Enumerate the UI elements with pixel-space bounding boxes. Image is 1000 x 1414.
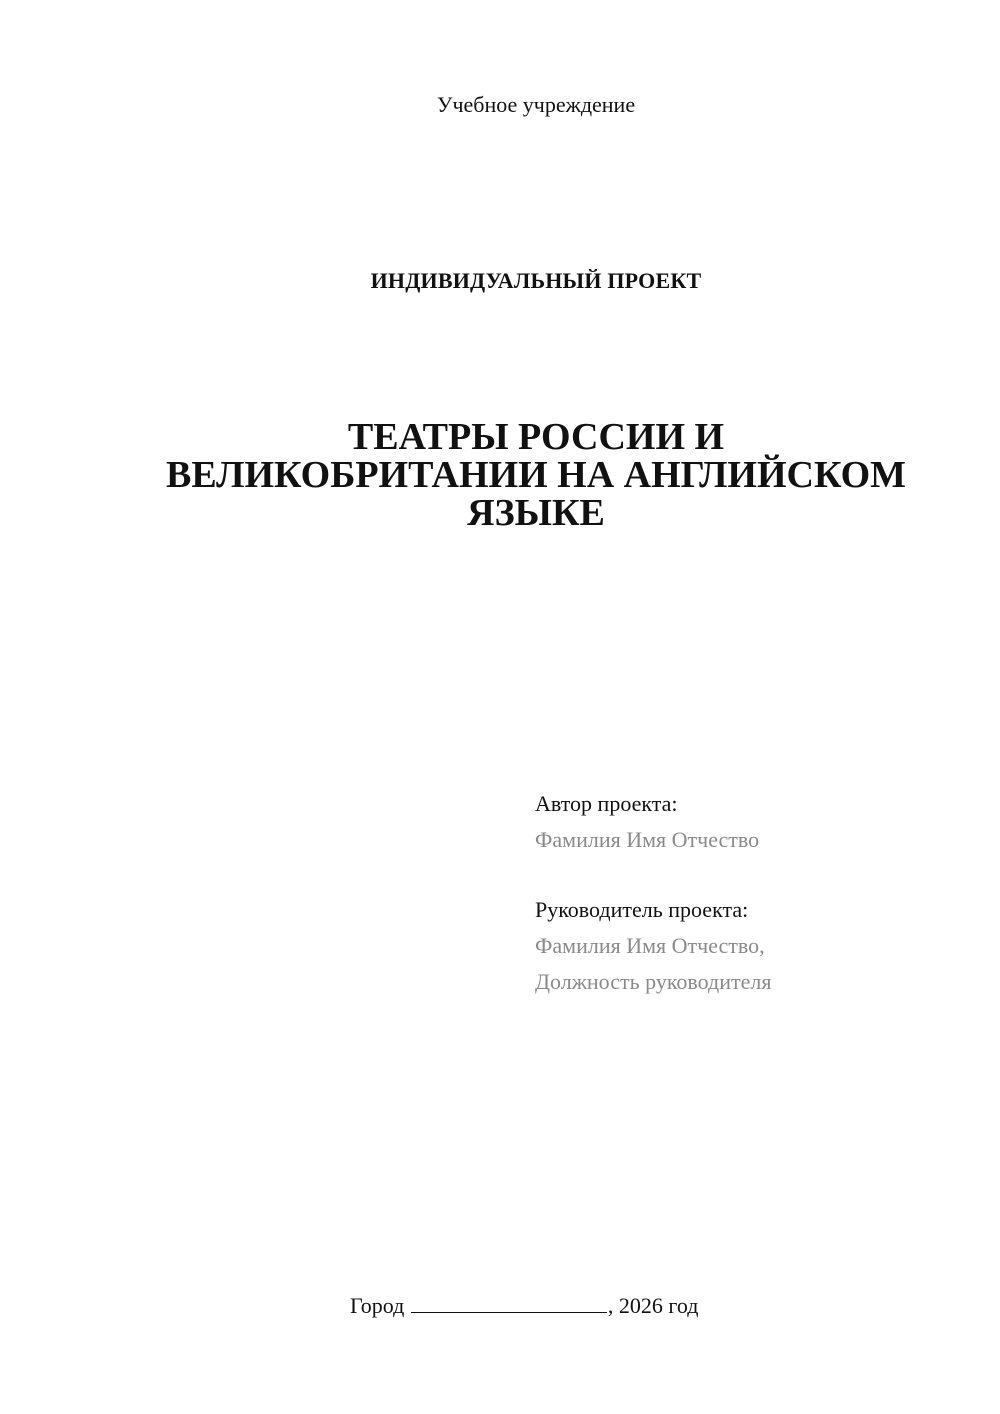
credits-spacer bbox=[535, 858, 975, 892]
city-year-line bbox=[350, 1290, 750, 1321]
city-label: Город bbox=[350, 1293, 405, 1318]
author-name: Фамилия Имя Отчество bbox=[535, 827, 760, 852]
author-label: Автор проекта: bbox=[535, 791, 678, 816]
project-title-line-2: ВЕЛИКОБРИТАНИИ НА АНГЛИЙСКОМ bbox=[165, 454, 907, 496]
credits-block bbox=[535, 786, 975, 1000]
supervisor-name: Фамилия Имя Отчество, bbox=[535, 933, 765, 958]
project-title bbox=[150, 418, 922, 532]
project-type-heading: ИНДИВИДУАЛЬНЫЙ ПРОЕКТ bbox=[370, 268, 702, 293]
project-title-line-3: ЯЗЫКЕ bbox=[467, 492, 605, 534]
city-blank-line bbox=[411, 1290, 607, 1313]
project-title-line-1: ТЕАТРЫ РОССИИ И bbox=[347, 416, 725, 458]
supervisor-position: Должность руководителя bbox=[535, 969, 772, 994]
institution-name: Учебное учреждение bbox=[436, 92, 636, 117]
supervisor-label: Руководитель проекта: bbox=[535, 897, 749, 922]
year-text: , 2026 год bbox=[607, 1293, 699, 1318]
